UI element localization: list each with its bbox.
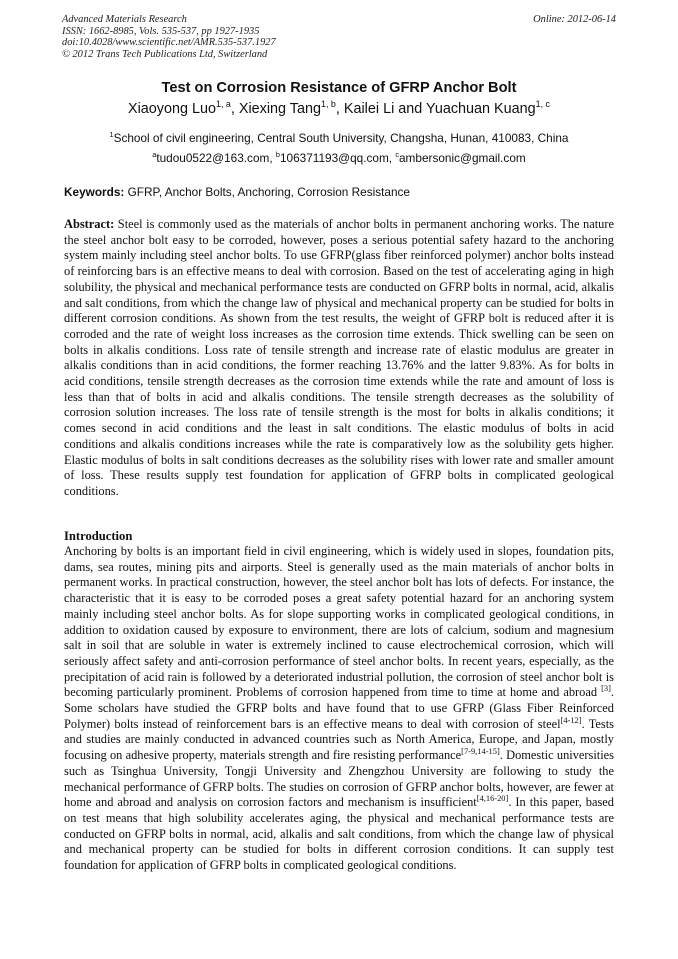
author-name: Xiexing Tang bbox=[238, 101, 322, 117]
author-list: Xiaoyong Luo$^{1, a}$, Xiexing Tang$^{1, b}$, Kailei Li and Yuachuan Kuang$^{1, c}$ bbox=[127, 99, 551, 117]
citation: [7-9,14-15] bbox=[461, 746, 500, 757]
author-sup: 1, c bbox=[535, 99, 551, 110]
abstract bbox=[64, 217, 614, 500]
author-name: Kailei Li and Yuachuan Kuang bbox=[343, 101, 536, 117]
doi-line: doi:10.4028/www.scientific.net/AMR.535-537.1927 bbox=[62, 37, 276, 49]
introduction-heading: Introduction bbox=[64, 529, 133, 543]
citation: [3] bbox=[601, 683, 611, 694]
abstract-label: Abstract: bbox=[64, 217, 115, 231]
author-sup: 1, a bbox=[216, 99, 231, 110]
author-emails: $^a$tudou0522@163.com, $^b$106371193@qq.com, $^c$ambersonic@gmail.com bbox=[152, 150, 526, 165]
keywords-text: GFRP, Anchor Bolts, Anchoring, Corrosion Resistance bbox=[124, 185, 410, 199]
introduction-body: Anchoring by bolts is an important field in civil engineering, which is widely used in slopes, foundation pits, dams, sea routes, mining pits and airports. Steel is generally used as the main materials of anchor bolts in permanent works. In practical construction, however, the steel anchor bolt has lots of defects. For instance, the characteristic that it is easy to be corroded poses a great safety potential hazard for an anchoring system mainly including steel anchor bolts. As for slope supporting works in complicated geological conditions, in addition to oxidation caused by exposure to environment, there are lots of calcium, sodium and magnesium salt in soil that are soluble in water is extremely inclined to cause electrochemical corrosion, which will seriously affect safety and anti-corrosion performance of steel anchor bolts. In recent years, especially, as the precipitation of acid rain is followed by a deteriorated industrial pollution, the corrosion of steel anchor bolt is becoming particularly prominent. Problems of corrosion happened from time to time at home and abroad [3]. Some scholars have studied the GFRP bolts and have found that to use GFRP (Glass Fiber Reinforced Polymer) bolts instead of reinforcement bars is an effective means to deal with corrosion of steel[4-12]. Tests and studies are mainly conducted in advanced countries such as North America, Europe, and Japan, mostly focusing on adhesive property, materials strength and fire resisting performance[7-9,14-15]. Domestic universities such as Tsinghua University, Tongji University and Zhengzhou University are following to study the mechanical performance of GFRP bolts. The studies on corrosion of GFRP anchor bolts, however, are fewer at home and abroad and analysis on corrosion factors and mechanism is insufficient[4,16-20]. In this paper, based on test means that high solubility accelerates aging, the physical and mechanical performance tests are conducted on GFRP bolts in normal, acid, alkalis and salt conditions, from which the change law of physical and mechanical property can be studied for bolts in different corrosion conditions. It can supply test foundation for application of GFRP bolts in complicated geological conditions. bbox=[64, 544, 615, 873]
abstract-text: Steel is commonly used as the materials of anchor bolts in permanent anchoring works. The nature the steel anchor bolt easy to be corroded, however, poses a serious potential safety hazard to the anchoring system mainly including steel anchor bolts. To use GFRP(glass fiber reinforced polymer) anchor bolts instead of reinforcing bars is an effective means to deal with corrosion. Based on the test of accelerating aging in high solubility, the physical and mechanical performance tests are conducted on GFRP bolts in normal, acid, alkalis and salt conditions, from which the change law of physical and mechanical property can be studied for bolts in different corrosion conditions. As shown from the test results, the weight of GFRP bolt is reduced after it is corroded and the rate of weight loss increases as the corrosion time extends. Thick swelling can be seen on bolts in alkalis conditions. Loss rate of tensile strength and increase rate of elastic modulus are greater in alkalis conditions than in acid conditions, the former reaching 13.76% and the latter 9.83%. As for bolts in acid conditions, tensile strength decreases as the corrosion time extends while the rate and amount of loss is less than that of bolts in acid and alkalis conditions. The tensile strength decreases as the solubility of corrosion solution increases. The loss rate of tensile strength is the most for bolts in alkalis conditions; it comes second in acid conditions and the least in salt conditions. The elastic modulus of bolts in acid conditions and alkalis conditions increases while the rate is comparatively low as the solubility gets higher. Elastic modulus of bolts in salt conditions decreases as the solubility rises with lower rate and smaller amount of loss. These results supply test foundation for application of GFRP bolts in complicated geological conditions. bbox=[64, 217, 614, 498]
keywords-label: Keywords: bbox=[64, 185, 125, 199]
copyright-line: © 2012 Trans Tech Publications Ltd, Switzerland bbox=[62, 48, 268, 60]
affiliation: $^1$School of civil engineering, Central South University, Changsha, Hunan, 410083, China bbox=[109, 130, 569, 145]
citation: [4,16-20] bbox=[476, 793, 509, 804]
paper-title: Test on Corrosion Resistance of GFRP Anchor Bolt bbox=[161, 80, 517, 96]
email-link: ambersonic@gmail.com bbox=[399, 151, 526, 165]
email-link: 106371193@qq.com, bbox=[279, 151, 396, 165]
journal-name: Advanced Materials Research bbox=[62, 14, 187, 25]
email-link: tudou0522@163.com, bbox=[156, 151, 276, 165]
author-name: Xiaoyong Luo bbox=[127, 101, 216, 117]
journal-header bbox=[62, 14, 616, 60]
author-sup: 1, b bbox=[321, 99, 336, 110]
online-date: Online: 2012-06-14 bbox=[533, 14, 616, 25]
citation: [4-12] bbox=[560, 714, 582, 725]
issn-line: ISSN: 1662-8985, Vols. 535-537, pp 1927-1935 bbox=[62, 25, 260, 37]
keywords bbox=[64, 185, 614, 199]
